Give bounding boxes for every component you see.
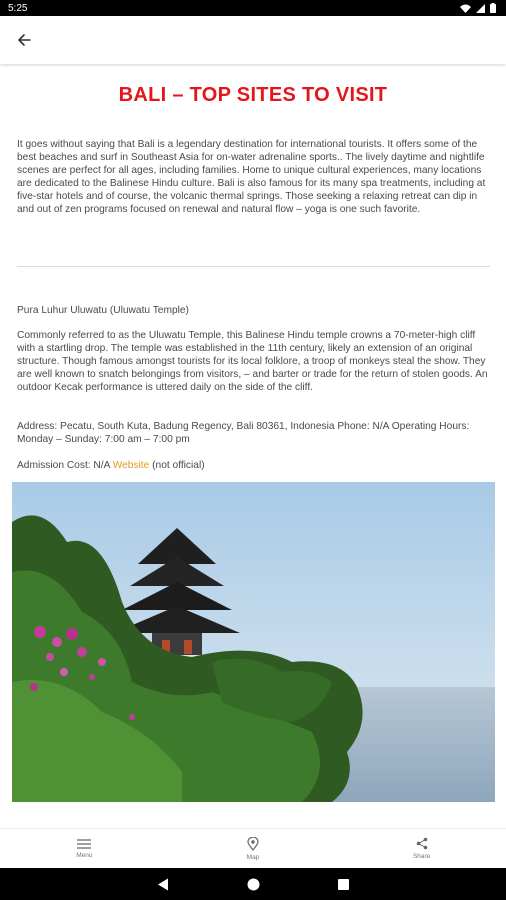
nav-share-label: Share — [412, 853, 431, 860]
circle-home-icon — [247, 878, 260, 891]
admission-label: Admission Cost: N/A — [17, 460, 113, 471]
status-bar — [0, 0, 506, 16]
nav-menu-button[interactable] — [44, 839, 124, 859]
admission-note: (not official) — [149, 460, 205, 471]
nav-menu-label: Menu — [76, 851, 93, 859]
site-admission — [17, 459, 489, 472]
app-bar — [0, 16, 506, 64]
wifi-icon — [460, 4, 471, 13]
intro-paragraph: It goes without saying that Bali is a legendary destination for international tourists. It offers some of the best beaches and surf in Southeast Asia for on-water adrenaline sports.. The lively daytime and nightlife scenes are perfect for all ages, including families. Home to unique cultural experiences, many locations are dedicated to the Balinese Hindu culture. Bali is also famous for its many spa treatments, including at five-star hotels and of course, the volcanic thermal springs. Those seeking a relaxing retreat can dip in and out of zen programs focused on renewal and natural flow – yoga is one such favorite. — [17, 139, 486, 215]
site-name: Pura Luhur Uluwatu (Uluwatu Temple) — [17, 305, 189, 316]
site-address: Address: Pecatu, South Kuta, Badung Regency, Bali 80361, Indonesia Phone: N/A Operating Hours: Monday – Sunday: 7:00 am – 7:00 pm — [17, 421, 470, 445]
nav-map-label: Map — [246, 853, 260, 861]
status-icons — [460, 3, 496, 13]
divider — [17, 266, 490, 267]
website-link[interactable]: Website — [112, 460, 150, 471]
share-icon — [416, 837, 428, 850]
bottom-navigation — [0, 828, 506, 868]
temple-photo — [12, 482, 495, 802]
system-back-button[interactable] — [153, 874, 173, 894]
status-time: 5:25 — [8, 2, 28, 14]
nav-share-button[interactable] — [382, 837, 462, 860]
triangle-back-icon — [157, 878, 169, 891]
article-content — [0, 64, 506, 828]
page-title: BALI – TOP SITES TO VISIT — [118, 84, 388, 106]
system-home-button[interactable] — [243, 874, 263, 894]
square-recents-icon — [338, 879, 349, 890]
system-navigation-bar — [0, 868, 506, 900]
battery-icon — [490, 3, 496, 13]
system-recents-button[interactable] — [333, 874, 353, 894]
nav-map-button[interactable] — [213, 837, 293, 861]
back-button[interactable] — [0, 16, 48, 64]
arrow-left-icon — [17, 33, 31, 47]
site-description: Commonly referred to as the Uluwatu Temple, this Balinese Hindu temple crowns a 70-meter-high cliff with a startling drop. The temple was established in the 11th century, likely an extension of an original structure. Though famous amongst tourists for its local folklore, a troop of monkeys steal the show. They are well known to snatch belongings from visitors, – and barter or trade for the return of stolen goods. An outdoor Kecak performance is uttered daily on the side of the cliff. — [17, 330, 488, 393]
map-pin-icon — [247, 837, 259, 851]
signal-icon — [476, 4, 485, 13]
hamburger-icon — [77, 839, 91, 849]
